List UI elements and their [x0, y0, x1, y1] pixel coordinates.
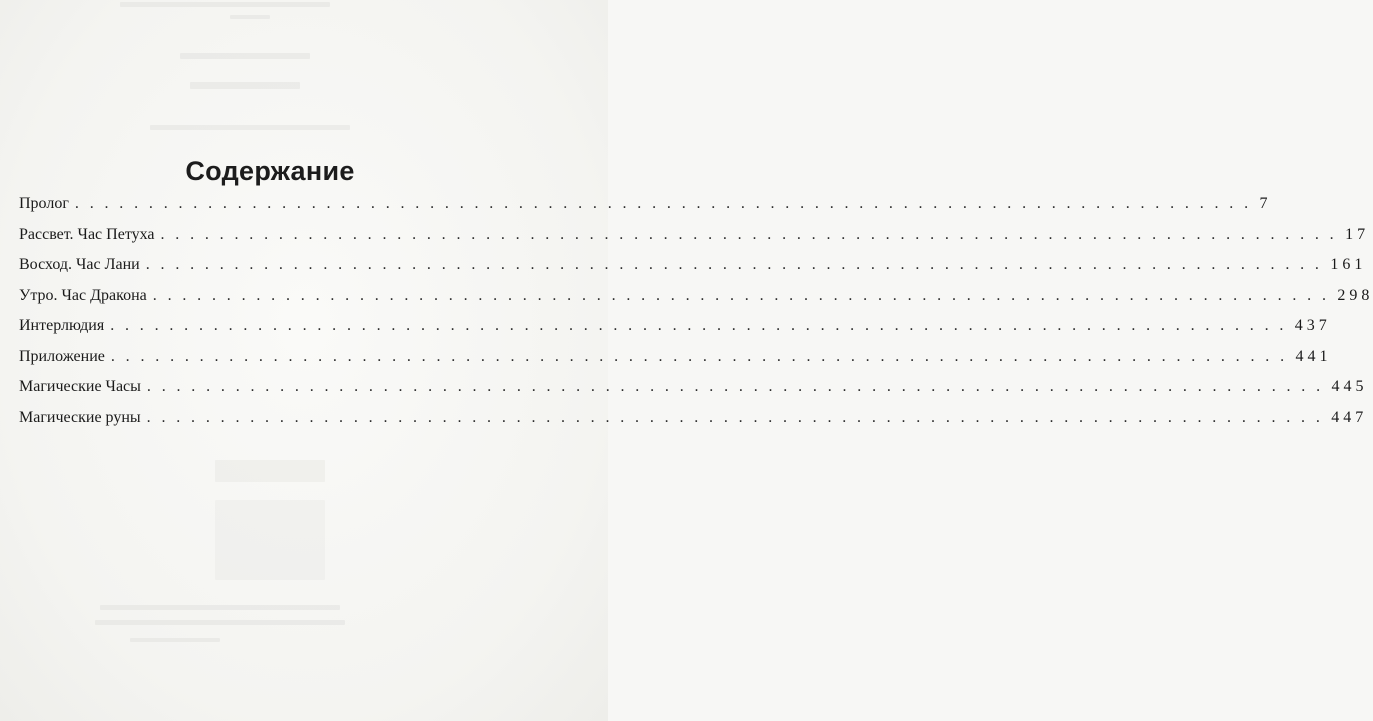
toc-entry [19, 189, 1272, 220]
dot-leader: . . . . . . . . . . . . . . . . . . . . . . . . . . . . . . . . . . . . . . . . . . . . . . . . . . . . . . . . . . . . . . . . . . . . . . . . . . . . . . . . [160, 225, 1338, 243]
toc-entry [19, 311, 1331, 342]
dot-leader: . . . . . . . . . . . . . . . . . . . . . . . . . . . . . . . . . . . . . . . . . . . . . . . . . . . . . . . . . . . . . . . . . . . . . . . . . . . . . . . . [110, 347, 1288, 365]
bleed-through-line [95, 620, 345, 625]
toc-entry [19, 250, 1367, 281]
bleed-through-line [215, 460, 325, 482]
toc-entry-page: 161 [1330, 256, 1367, 273]
bleed-through-line [120, 2, 330, 7]
dot-leader: . . . . . . . . . . . . . . . . . . . . . . . . . . . . . . . . . . . . . . . . . . . . . . . . . . . . . . . . . . . . . . . . . . . . . . . . . . . . . . . . [74, 195, 1252, 212]
toc-entry [19, 342, 1332, 373]
toc-entry-page: 445 [1331, 378, 1368, 395]
table-of-contents [19, 189, 1373, 433]
toc-entry-title: Пролог [19, 195, 69, 212]
toc-entry-title: Утро. Час Дракона [19, 286, 147, 304]
toc-entry-page: 7 [1259, 195, 1272, 212]
toc-entry-title: Интерлюдия [19, 317, 105, 334]
bleed-through-line [150, 125, 350, 130]
dot-leader: . . . . . . . . . . . . . . . . . . . . . . . . . . . . . . . . . . . . . . . . . . . . . . . . . . . . . . . . . . . . . . . . . . . . . . . . . . . . . . . . [146, 408, 1324, 426]
toc-entry-title: Рассвет. Час Петуха [19, 225, 155, 243]
bleed-through-line [180, 53, 310, 59]
bleed-through-line [100, 605, 340, 610]
dot-leader: . . . . . . . . . . . . . . . . . . . . . . . . . . . . . . . . . . . . . . . . . . . . . . . . . . . . . . . . . . . . . . . . . . . . . . . . . . . . . . . . [152, 286, 1330, 304]
bleed-through-line [130, 638, 220, 642]
contents-heading: Содержание [185, 156, 355, 187]
toc-entry-title: Восход. Час Лани [19, 256, 140, 273]
dot-leader: . . . . . . . . . . . . . . . . . . . . . . . . . . . . . . . . . . . . . . . . . . . . . . . . . . . . . . . . . . . . . . . . . . . . . . . . . . . . . . . . [146, 378, 1324, 395]
toc-entry-page: 17 [1345, 225, 1370, 243]
toc-entry [19, 403, 1368, 434]
toc-entry-page: 437 [1294, 317, 1331, 334]
toc-entry [19, 372, 1368, 403]
toc-entry-page: 441 [1295, 347, 1332, 365]
bleed-through-line [230, 15, 270, 19]
bleed-through-line [215, 500, 325, 580]
dot-leader: . . . . . . . . . . . . . . . . . . . . . . . . . . . . . . . . . . . . . . . . . . . . . . . . . . . . . . . . . . . . . . . . . . . . . . . . . . . . . . . . [110, 317, 1287, 334]
toc-entry-page: 298 [1337, 286, 1373, 304]
toc-entry-title: Магические руны [19, 408, 141, 426]
toc-entry-page: 447 [1331, 408, 1368, 426]
toc-entry-title: Приложение [19, 347, 105, 365]
dot-leader: . . . . . . . . . . . . . . . . . . . . . . . . . . . . . . . . . . . . . . . . . . . . . . . . . . . . . . . . . . . . . . . . . . . . . . . . . . . . . . . . [145, 256, 1323, 273]
toc-entry [19, 281, 1373, 312]
toc-entry [19, 220, 1370, 251]
toc-entry-title: Магические Часы [19, 378, 141, 395]
bleed-through-line [190, 82, 300, 89]
